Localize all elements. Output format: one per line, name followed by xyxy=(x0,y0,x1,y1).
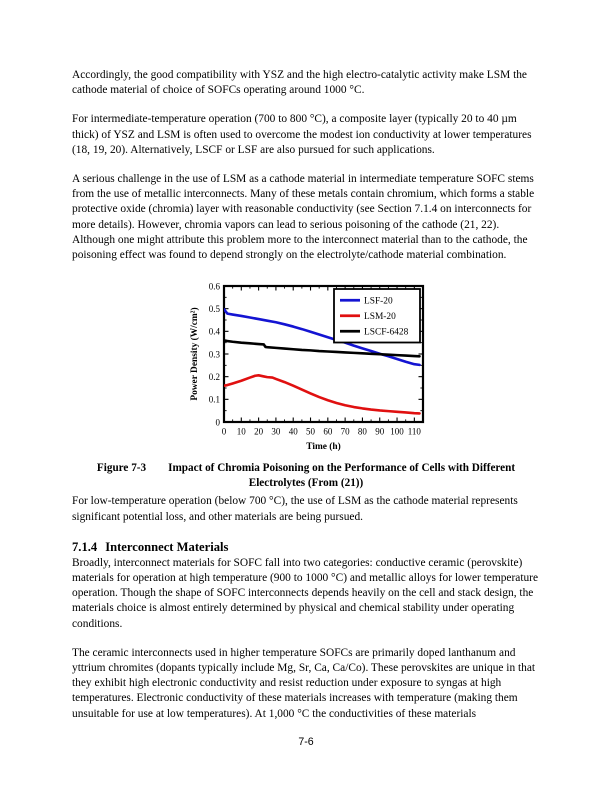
svg-text:100: 100 xyxy=(390,426,404,437)
svg-text:0.3: 0.3 xyxy=(208,349,220,360)
figure-caption xyxy=(72,461,540,490)
figure-caption-line1: Impact of Chromia Poisoning on the Performance of Cells with Different xyxy=(168,462,516,475)
chart-legend-label: LSF-20 xyxy=(364,296,393,307)
figure-7-3 xyxy=(72,277,540,490)
svg-text:0.4: 0.4 xyxy=(208,326,220,337)
svg-text:0.6: 0.6 xyxy=(208,281,220,292)
figure-caption-label: Figure 7-3 xyxy=(96,462,147,475)
figure-image-area xyxy=(72,277,540,455)
paragraph-5: Broadly, interconnect materials for SOFC fall into two categories: conductive ceramic (perovskite) materials for operation at high temperature (900 to 1000 °C) and metallic alloys for lower temperature operation. Though the shape of SOFC interconnects depends heavily on the cell and stack design, the materials choice is almost entirely determined by physical and chemical stability under operating conditions. xyxy=(72,556,539,630)
svg-text:80: 80 xyxy=(357,426,367,437)
section-title: Interconnect Materials xyxy=(105,539,229,554)
chart-x-axis-title: Time (h) xyxy=(306,442,341,453)
svg-text:0.2: 0.2 xyxy=(208,372,220,383)
svg-text:40: 40 xyxy=(288,426,298,437)
svg-text:110: 110 xyxy=(407,426,421,437)
paragraph-1: Accordingly, the good compatibility with YSZ and the high electro-catalytic activity make LSM the cathode material of choice of SOFCs operating around 1000 °C. xyxy=(72,69,527,97)
paragraph-6: The ceramic interconnects used in higher temperature SOFCs are primarily doped lanthanum and yttrium chromites (dopants typically include Mg, Sr, Ca, Ca/Co). These perovskites are unique in that they exhibit high electronic conductivity and resist reduction under exposure to syngas at high temperatures. Electronic conductivity of these materials increases with temperature (making them unsuitable for use at low temperatures). At 1,000 °C the conductivities of these materials xyxy=(72,646,536,720)
power-density-line-chart xyxy=(185,277,432,453)
svg-text:10: 10 xyxy=(236,426,246,437)
chart-legend xyxy=(334,289,420,343)
page-footer xyxy=(0,736,612,748)
chart-svg xyxy=(185,277,432,453)
chart-legend-label: LSCF-6428 xyxy=(364,327,409,338)
section-heading xyxy=(72,539,540,555)
svg-text:0: 0 xyxy=(215,417,220,428)
svg-text:0: 0 xyxy=(221,426,227,437)
section-number: 7.1.4 xyxy=(72,539,98,554)
chart-y-axis-title: Power Density (W/cm²) xyxy=(190,307,200,401)
chart-legend-label: LSM-20 xyxy=(364,312,396,323)
svg-text:20: 20 xyxy=(254,426,264,437)
svg-text:70: 70 xyxy=(340,426,350,437)
figure-caption-line2: Electrolytes (From (21)) xyxy=(248,476,364,489)
svg-text:0.1: 0.1 xyxy=(208,394,220,405)
paragraph-4: For low-temperature operation (below 700 °C), the use of LSM as the cathode material represents significant potential loss, and other materials are being pursued. xyxy=(72,495,518,523)
svg-text:0.5: 0.5 xyxy=(208,304,220,315)
svg-text:60: 60 xyxy=(323,426,333,437)
svg-text:90: 90 xyxy=(375,426,385,437)
paragraph-2: For intermediate-temperature operation (700 to 800 °C), a composite layer (typically 20 to 40 µm thick) of YSZ and LSM is often used to overcome the modest ion conductivity at lower temperatures (18, 19, 20). Alternatively, LSCF or LSF are also pursued for such applications. xyxy=(72,113,532,156)
paragraph-3: A serious challenge in the use of LSM as a cathode material in intermediate temperature SOFC stems from the use of metallic interconnects. Many of these metals contain chromium, which forms a stable protective oxide (chromia) layer with reasonable conductivity (see Section 7.1.4 on interconnects for more details). However, chromia vapors can lead to serious poisoning of the cathode (21, 22). Although one might attribute this problem more to the interconnect material than to the cathode, the poisoning effect was found to depend strongly on the electrolyte/cathode material combination. xyxy=(72,173,535,262)
chart-x-tick-labels xyxy=(222,427,422,437)
page-number: 7-6 xyxy=(298,736,314,748)
svg-text:30: 30 xyxy=(271,426,281,437)
page-content xyxy=(72,68,540,736)
chart-y-tick-labels xyxy=(209,282,221,428)
svg-text:50: 50 xyxy=(306,426,316,437)
